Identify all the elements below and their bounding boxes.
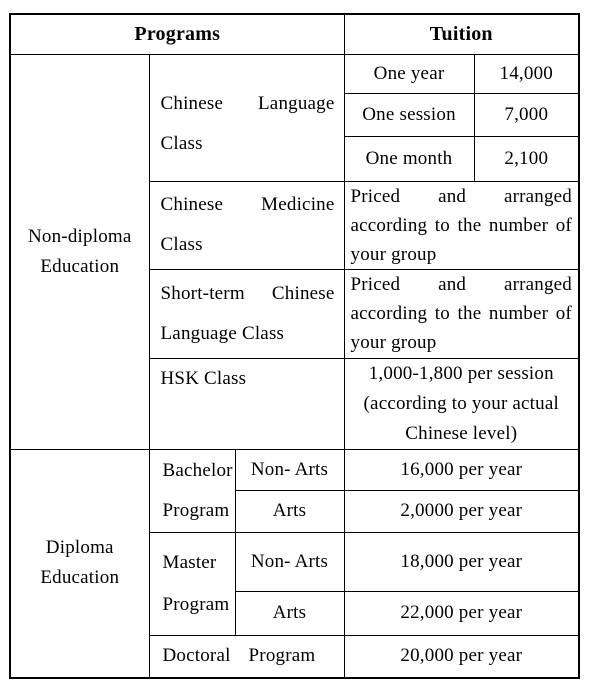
- cell-short-term-chinese-language-class: [149, 269, 344, 358]
- word: arranged: [503, 274, 572, 295]
- cell-bachelor-non-arts-tuition: 16,000 per year: [344, 449, 579, 490]
- cell-non-diploma-education: [10, 54, 149, 449]
- category-line: Diploma: [45, 537, 114, 559]
- program-name-line: HSK Class: [160, 367, 247, 389]
- cell-hsk-class: [149, 358, 344, 449]
- cell-master-program: [149, 532, 235, 635]
- cell-bachelor-arts: Arts: [235, 490, 344, 532]
- cell-bachelor-arts-tuition: 2,0000 per year: [344, 490, 579, 532]
- cell-period-one-month: One month: [344, 136, 474, 181]
- word: number: [488, 214, 549, 236]
- program-name-line: [161, 84, 335, 124]
- word: Priced: [350, 185, 401, 207]
- word: Chinese: [271, 282, 335, 304]
- cell-period-one-year: One year: [344, 54, 474, 93]
- word: the: [457, 303, 482, 324]
- tuition-text-line: your group: [350, 332, 437, 353]
- word: arranged: [503, 185, 572, 207]
- header-tuition: Tuition: [344, 14, 579, 54]
- word: Chinese: [160, 194, 224, 215]
- category-line: Non-diploma: [27, 225, 132, 247]
- tuition-text-line: 1,000-1,800 per session: [368, 362, 554, 384]
- cell-master-non-arts: Non- Arts: [235, 532, 344, 591]
- cell-bachelor-program: [149, 449, 235, 532]
- word: number: [488, 303, 549, 324]
- cell-diploma-education: [10, 449, 149, 678]
- word: of: [555, 214, 572, 236]
- word: and: [438, 185, 467, 207]
- cell-master-non-arts-tuition: 18,000 per year: [344, 532, 579, 591]
- word: and: [438, 274, 467, 295]
- cell-period-one-session: One session: [344, 93, 474, 136]
- word: Chinese: [160, 92, 224, 114]
- category-line: Education: [40, 255, 120, 277]
- table-row: [10, 449, 579, 490]
- tuition-text-line: your group: [350, 243, 437, 265]
- word: according: [350, 303, 428, 324]
- cell-master-arts-tuition: 22,000 per year: [344, 591, 579, 635]
- word: of: [555, 303, 572, 324]
- program-name-line: [161, 185, 335, 225]
- word: to: [434, 214, 450, 236]
- cell-medicine-tuition: [344, 181, 579, 269]
- program-name-line: Class: [160, 234, 203, 255]
- word: Priced: [350, 274, 401, 295]
- table-row: [10, 54, 579, 93]
- cell-short-term-tuition: [344, 269, 579, 358]
- word: according: [350, 214, 428, 236]
- cell-doctoral-tuition: 20,000 per year: [344, 635, 579, 678]
- category-line: Education: [40, 567, 120, 589]
- program-name-line: Program: [162, 499, 230, 521]
- program-name-line: Class: [160, 132, 203, 154]
- program-name-line: Program: [162, 593, 230, 615]
- cell-doctoral-program: Doctoral Program: [149, 635, 344, 678]
- tuition-text-line: [351, 270, 573, 299]
- cell-chinese-language-class: [149, 54, 344, 181]
- header-programs: Programs: [10, 14, 344, 54]
- cell-price-one-month: 2,100: [474, 136, 579, 181]
- program-name-line: [161, 274, 335, 314]
- word: Language: [258, 92, 335, 114]
- tuition-text-line: [351, 211, 573, 240]
- word: to: [434, 303, 450, 324]
- cell-hsk-tuition: [344, 358, 579, 449]
- cell-bachelor-non-arts: Non- Arts: [235, 449, 344, 490]
- cell-master-arts: Arts: [235, 591, 344, 635]
- tuition-text-line: [351, 182, 573, 211]
- cell-chinese-medicine-class: [149, 181, 344, 269]
- tuition-text-line: Chinese level): [405, 422, 518, 444]
- tuition-text-line: [351, 299, 573, 328]
- word: Short-term: [160, 282, 245, 304]
- word: the: [457, 214, 482, 236]
- tuition-text-line: (according to your actual: [363, 392, 559, 414]
- header-row: [10, 14, 579, 54]
- program-name-line: Language Class: [160, 322, 285, 344]
- cell-price-one-session: 7,000: [474, 93, 579, 136]
- program-name-line: Master: [162, 551, 217, 573]
- tuition-table: [9, 13, 580, 679]
- word: Medicine: [261, 194, 335, 215]
- program-name-line: Bachelor: [162, 459, 233, 481]
- cell-price-one-year: 14,000: [474, 54, 579, 93]
